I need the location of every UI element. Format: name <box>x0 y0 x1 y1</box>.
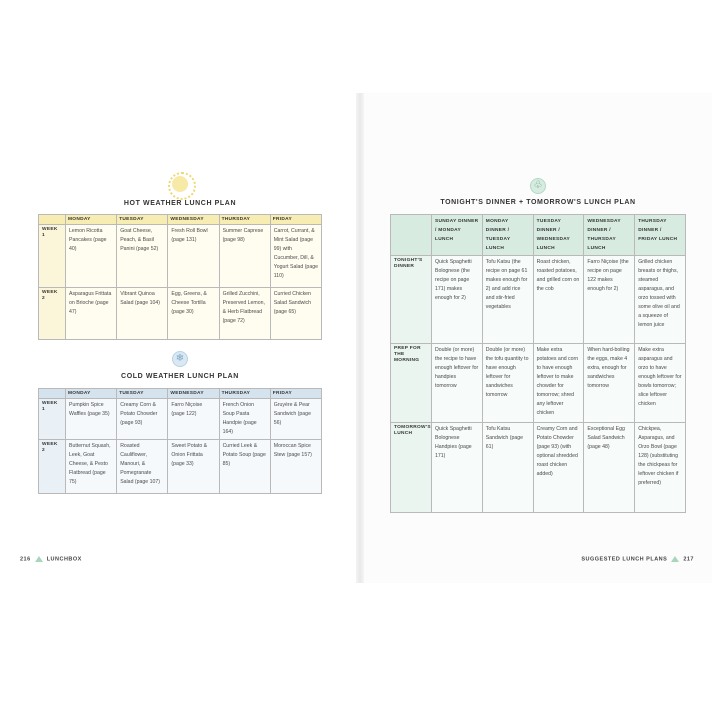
corner-cell <box>391 215 432 256</box>
row-label: TOMORROW'S LUNCH <box>391 423 432 513</box>
table-cell: Lemon Ricotta Pancakes (page 40) <box>66 225 117 288</box>
running-head: SUGGESTED LUNCH PLANS <box>581 556 668 563</box>
running-head: LUNCHBOX <box>46 556 82 563</box>
table-cell: Carrot, Currant, & Mint Salad (page 99) with Cucumber, Dill, & Yogurt Salad (page 110) <box>270 225 321 288</box>
table-cell: Vibrant Quinoa Salad (page 104) <box>117 288 168 340</box>
day-header: FRIDAY <box>270 389 321 399</box>
table-cell: Quick Spaghetti Bolognese (the recipe on page 171) makes enough for 2) <box>432 256 483 344</box>
day-header: THURSDAY DINNER / FRIDAY LUNCH <box>635 215 686 256</box>
hot-weather-table <box>38 214 322 340</box>
day-header: SUNDAY DINNER / MONDAY LUNCH <box>432 215 483 256</box>
hot-plan-title: HOT WEATHER LUNCH PLAN <box>123 200 237 207</box>
day-header: WEDNESDAY <box>168 215 219 225</box>
table-cell: French Onion Soup Pasta Handpie (page 164) <box>219 399 270 440</box>
table-cell: Roast chicken, roasted potatoes, and grilled corn on the cob <box>533 256 584 344</box>
table-cell: Gruyère & Pear Sandwich (page 56) <box>270 399 321 440</box>
day-header: TUESDAY <box>117 389 168 399</box>
week-label: WEEK 1 <box>39 225 66 288</box>
snowflake-icon <box>172 351 188 367</box>
week-label: WEEK 2 <box>39 440 66 494</box>
page-number: 216 <box>20 556 31 563</box>
table-cell: Moroccan Spice Stew (page 157) <box>270 440 321 494</box>
table-cell: Summer Caprese (page 98) <box>219 225 270 288</box>
table-cell: Chickpea, Asparagus, and Orzo Bowl (page 128) (substituting the chickpeas for leftover chicken if preferred) <box>635 423 686 513</box>
table-cell: Pumpkin Spice Waffles (page 35) <box>66 399 117 440</box>
table-row <box>391 344 686 423</box>
left-footer <box>20 556 82 562</box>
dinner-lunch-table <box>390 214 686 513</box>
right-footer <box>581 556 694 562</box>
triangle-icon <box>35 556 43 562</box>
table-cell: Curried Chicken Salad Sandwich (page 65) <box>270 288 321 340</box>
table-cell: Exceptional Egg Salad Sandwich (page 48) <box>584 423 635 513</box>
day-header: MONDAY <box>66 215 117 225</box>
table-row <box>39 225 322 288</box>
day-header: MONDAY <box>66 389 117 399</box>
table-cell: Tofu Katsu (the recipe on page 61 makes enough for 2) and add rice and stir-fried vegetables <box>482 256 533 344</box>
table-cell: Tofu Katsu Sandwich (page 61) <box>482 423 533 513</box>
table-header-row <box>391 215 686 256</box>
table-cell: Goat Cheese, Peach, & Basil Panini (page 52) <box>117 225 168 288</box>
table-row <box>391 256 686 344</box>
book-gutter <box>356 93 364 583</box>
table-cell: Make extra asparagus and orzo to have enough leftover for bowls tomorrow; slice leftover chicken <box>635 344 686 423</box>
week-label: WEEK 2 <box>39 288 66 340</box>
corner-cell <box>39 215 66 225</box>
table-cell: Asparagus Frittata on Brioche (page 47) <box>66 288 117 340</box>
row-label: TONIGHT'S DINNER <box>391 256 432 344</box>
page-number: 217 <box>683 556 694 563</box>
table-cell: Farro Niçoise (page 122) <box>168 399 219 440</box>
day-header: TUESDAY <box>117 215 168 225</box>
table-cell: When hard-boiling the eggs, make 4 extra, enough for sandwiches tomorrow <box>584 344 635 423</box>
table-cell: Creamy Corn and Potato Chowder (page 93) (with optional shredded roast chicken added) <box>533 423 584 513</box>
day-header: FRIDAY <box>270 215 321 225</box>
day-header: WEDNESDAY DINNER / THURSDAY LUNCH <box>584 215 635 256</box>
cold-weather-table <box>38 388 322 494</box>
table-cell: Grilled chicken breasts or thighs, steamed asparagus, and orzo tossed with some olive oil and a squeeze of lemon juice <box>635 256 686 344</box>
table-row <box>391 423 686 513</box>
week-label: WEEK 1 <box>39 399 66 440</box>
day-header: WEDNESDAY <box>168 389 219 399</box>
table-cell: Farro Niçoise (the recipe on page 122 makes enough for 2) <box>584 256 635 344</box>
row-label: PREP FOR THE MORNING <box>391 344 432 423</box>
table-row <box>39 399 322 440</box>
table-cell: Double (or more) the tofu quantity to have enough leftover for sandwiches tomorrow <box>482 344 533 423</box>
table-cell: Curried Leek & Potato Soup (page 85) <box>219 440 270 494</box>
table-header-row <box>39 389 322 399</box>
table-cell: Creamy Corn & Potato Chowder (page 93) <box>117 399 168 440</box>
day-header: TUESDAY DINNER / WEDNESDAY LUNCH <box>533 215 584 256</box>
dinner-plan-title: TONIGHT'S DINNER + TOMORROW'S LUNCH PLAN <box>440 199 636 206</box>
cold-plan-title: COLD WEATHER LUNCH PLAN <box>121 373 239 380</box>
table-row <box>39 440 322 494</box>
table-cell: Fresh Roll Bowl (page 131) <box>168 225 219 288</box>
sun-icon <box>172 176 188 192</box>
table-cell: Roasted Cauliflower, Manouri, & Pomegranate Salad (page 107) <box>117 440 168 494</box>
day-header: THURSDAY <box>219 389 270 399</box>
table-cell: Butternut Squash, Leek, Goat Cheese, & Pesto Flatbread (page 75) <box>66 440 117 494</box>
table-cell: Quick Spaghetti Bolognese Handpies (page 171) <box>432 423 483 513</box>
leaf-icon <box>530 178 546 194</box>
day-header: MONDAY DINNER / TUESDAY LUNCH <box>482 215 533 256</box>
triangle-icon <box>671 556 679 562</box>
table-cell: Egg, Greens, & Cheese Tortilla (page 30) <box>168 288 219 340</box>
corner-cell <box>39 389 66 399</box>
table-cell: Double (or more) the recipe to have enough leftover for handpies tomorrow <box>432 344 483 423</box>
day-header: THURSDAY <box>219 215 270 225</box>
table-cell: Sweet Potato & Onion Frittata (page 33) <box>168 440 219 494</box>
table-cell: Grilled Zucchini, Preserved Lemon, & Herb Flatbread (page 72) <box>219 288 270 340</box>
table-header-row <box>39 215 322 225</box>
table-row <box>39 288 322 340</box>
table-cell: Make extra potatoes and corn to have enough leftover to make chowder for tomorrow; shred any leftover chicken <box>533 344 584 423</box>
